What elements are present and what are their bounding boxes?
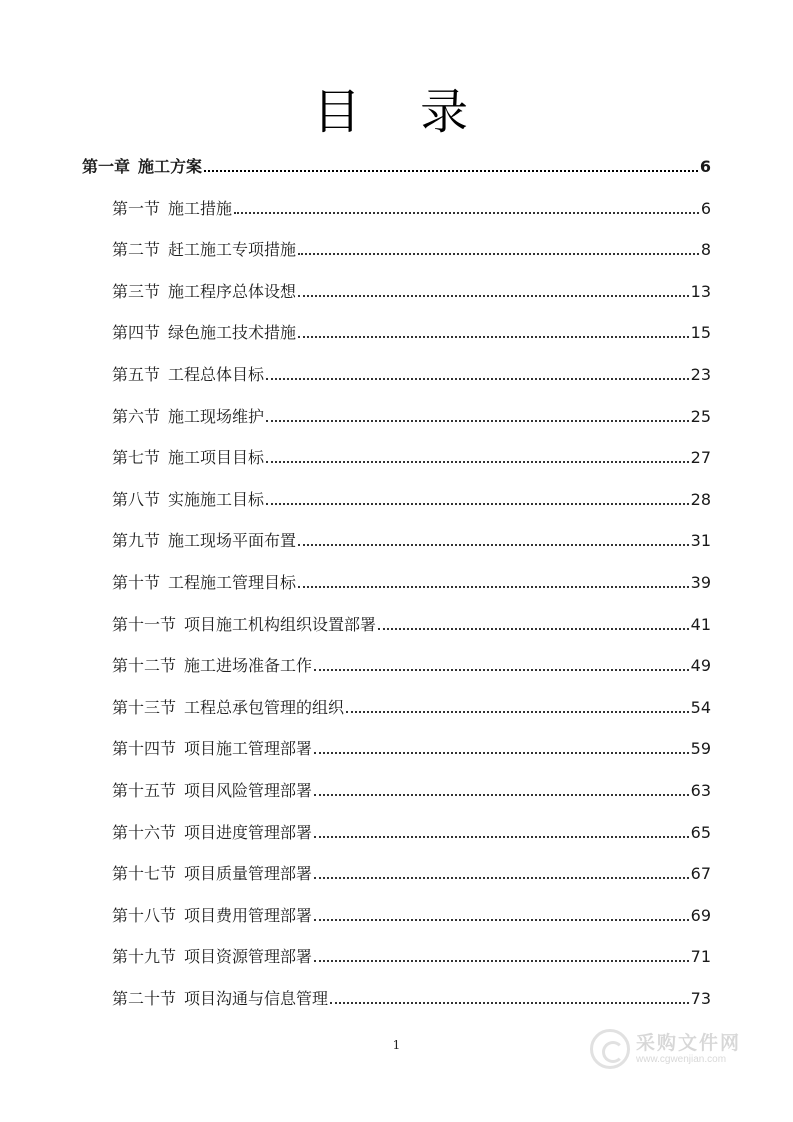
toc-leader-dots: [266, 420, 689, 422]
toc-entry-page: 23: [690, 365, 711, 384]
toc-entry-number: 第八节: [112, 489, 161, 509]
toc-entry-label: 赶工施工专项措施: [168, 240, 297, 260]
toc-entry-number: 第九节: [112, 531, 161, 551]
watermark-name: 采购文件网: [636, 1032, 742, 1055]
toc-section-entry[interactable]: [112, 318, 711, 348]
watermark: [590, 1024, 760, 1074]
toc-entry-number: 第三节: [112, 281, 161, 301]
toc-entry-page: 71: [690, 947, 711, 967]
toc-entry-number: 第二节: [112, 240, 161, 260]
toc-entry-number: 第十八节: [112, 905, 177, 925]
toc-entry-label: 项目风险管理部署: [184, 781, 313, 800]
toc-entry-title: [112, 942, 312, 972]
toc-leader-dots: [204, 170, 698, 172]
toc-entry-label: 绿色施工技术措施: [168, 323, 297, 343]
toc-entry-number: 第十节: [112, 573, 161, 592]
toc-entry-page: 49: [690, 656, 711, 676]
toc-leader-dots: [266, 461, 689, 463]
toc-entry-page: 31: [690, 531, 711, 551]
toc-section-entry[interactable]: [112, 443, 711, 473]
toc-leader-dots: [298, 295, 689, 297]
toc-section-entry[interactable]: [112, 901, 711, 931]
toc-leader-dots: [298, 253, 699, 255]
toc-entry-number: 第一节: [112, 198, 161, 218]
toc-entry-title: [112, 235, 296, 265]
toc-entry-page: 69: [690, 905, 711, 925]
toc-entry-label: 施工进场准备工作: [184, 656, 313, 676]
toc-entry-label: 工程总承包管理的组织: [184, 697, 345, 717]
toc-entry-title: [112, 194, 232, 224]
logo-icon: [590, 1029, 630, 1069]
toc-leader-dots: [298, 336, 689, 338]
toc-leader-dots: [330, 1002, 689, 1004]
toc-section-entry[interactable]: [112, 568, 711, 598]
toc-section-entry[interactable]: [112, 360, 711, 390]
page-number: 1: [392, 1038, 401, 1052]
toc-entry-number: 第十五节: [112, 781, 177, 800]
toc-leader-dots: [378, 628, 689, 630]
toc-entry-title: [112, 901, 312, 931]
toc-leader-dots: [298, 544, 689, 546]
toc-leader-dots: [346, 711, 689, 713]
toc-entry-number: 第一章: [82, 157, 131, 176]
toc-leader-dots: [266, 378, 689, 380]
toc-entry-title: [112, 485, 264, 515]
toc-entry-number: 第五节: [112, 365, 161, 384]
toc-section-entry[interactable]: [112, 485, 711, 515]
toc-chapter-entry[interactable]: [82, 152, 711, 182]
toc-entry-number: 第七节: [112, 448, 161, 468]
toc-entry-title: [112, 610, 376, 640]
toc-entry-title: [112, 734, 312, 764]
toc-entry-label: 项目施工管理部署: [184, 739, 313, 759]
toc-entry-label: 项目资源管理部署: [184, 947, 313, 967]
toc-entry-page: 27: [690, 448, 711, 468]
toc-section-entry[interactable]: [112, 526, 711, 556]
watermark-url: www.cgwenjian.com: [636, 1053, 727, 1065]
toc-entry-title: [112, 651, 312, 681]
toc-entry-label: 工程施工管理目标: [168, 573, 297, 592]
toc-entry-label: 项目费用管理部署: [184, 905, 313, 925]
toc-entry-title: [112, 776, 312, 806]
toc-section-entry[interactable]: [112, 610, 711, 640]
toc-entry-number: 第十七节: [112, 864, 177, 884]
toc-entry-page: 63: [690, 781, 711, 800]
toc-section-entry[interactable]: [112, 651, 711, 681]
toc-entry-label: 项目质量管理部署: [184, 864, 313, 884]
toc-leader-dots: [314, 836, 689, 838]
toc-entry-page: 59: [690, 739, 711, 759]
page-title: 目 录: [312, 84, 491, 140]
toc-entry-title: [112, 526, 296, 556]
toc-entry-title: [112, 443, 264, 473]
toc-entry-label: 项目沟通与信息管理: [184, 989, 329, 1008]
toc-section-entry[interactable]: [112, 942, 711, 972]
toc-section-entry[interactable]: [112, 693, 711, 723]
toc-entry-page: 13: [690, 281, 711, 301]
toc-entry-page: 15: [690, 323, 711, 343]
toc-entry-page: 67: [690, 864, 711, 884]
toc-entry-title: [112, 693, 344, 723]
toc-leader-dots: [314, 877, 689, 879]
toc-entry-label: 施工程序总体设想: [168, 281, 297, 301]
toc-section-entry[interactable]: [112, 818, 711, 848]
toc-entry-page: 28: [690, 489, 711, 509]
toc-entry-number: 第十二节: [112, 656, 177, 676]
toc-entry-number: 第四节: [112, 323, 161, 343]
toc-entry-label: 施工项目目标: [168, 448, 265, 468]
toc-entry-page: 6: [699, 157, 711, 176]
toc-section-entry[interactable]: [112, 984, 711, 1014]
toc-entry-title: [112, 859, 312, 889]
toc-entry-number: 第十六节: [112, 822, 177, 842]
toc-entry-title: [112, 360, 264, 390]
toc-entry-label: 项目施工机构组织设置部署: [184, 614, 377, 634]
toc-entry-page: 6: [700, 198, 711, 218]
toc-entry-page: 65: [690, 822, 711, 842]
toc-entry-number: 第六节: [112, 406, 161, 426]
toc-entry-number: 第十四节: [112, 739, 177, 759]
toc-section-entry[interactable]: [112, 776, 711, 806]
toc-entry-label: 工程总体目标: [168, 365, 265, 384]
toc-entry-title: [82, 152, 202, 182]
toc-entry-number: 第二十节: [112, 989, 177, 1008]
toc-leader-dots: [314, 669, 689, 671]
toc-entry-title: [112, 318, 296, 348]
toc-section-entry[interactable]: [112, 859, 711, 889]
toc-entry-title: [112, 984, 328, 1014]
toc-entry-label: 施工方案: [138, 157, 203, 176]
toc-entry-title: [112, 818, 312, 848]
toc-leader-dots: [314, 794, 689, 796]
toc-section-entry[interactable]: [112, 402, 711, 432]
toc-entry-page: 39: [690, 573, 711, 592]
toc-leader-dots: [314, 752, 689, 754]
toc-leader-dots: [266, 503, 689, 505]
toc-entry-page: 41: [690, 614, 711, 634]
toc-entry-label: 实施施工目标: [168, 489, 265, 509]
toc-entry-title: [112, 277, 296, 307]
toc-entry-number: 第十三节: [112, 697, 177, 717]
toc-entry-page: 8: [700, 240, 711, 260]
toc-leader-dots: [298, 586, 689, 588]
toc-entry-page: 25: [690, 406, 711, 426]
toc-leader-dots: [234, 212, 699, 214]
toc-section-entry[interactable]: [112, 734, 711, 764]
toc-section-entry[interactable]: [112, 235, 711, 265]
toc-entry-label: 项目进度管理部署: [184, 822, 313, 842]
toc-entry-number: 第十一节: [112, 614, 177, 634]
toc-entry-number: 第十九节: [112, 947, 177, 967]
toc-section-entry[interactable]: [112, 277, 711, 307]
toc-entry-page: 73: [690, 989, 711, 1008]
toc-entry-label: 施工现场平面布置: [168, 531, 297, 551]
toc-leader-dots: [314, 919, 689, 921]
toc-entry-label: 施工措施: [168, 198, 233, 218]
toc-entry-title: [112, 402, 264, 432]
toc-entry-label: 施工现场维护: [168, 406, 265, 426]
toc-entry-title: [112, 568, 296, 598]
toc-section-entry[interactable]: [112, 194, 711, 224]
toc-entry-page: 54: [690, 697, 711, 717]
toc-leader-dots: [314, 960, 689, 962]
